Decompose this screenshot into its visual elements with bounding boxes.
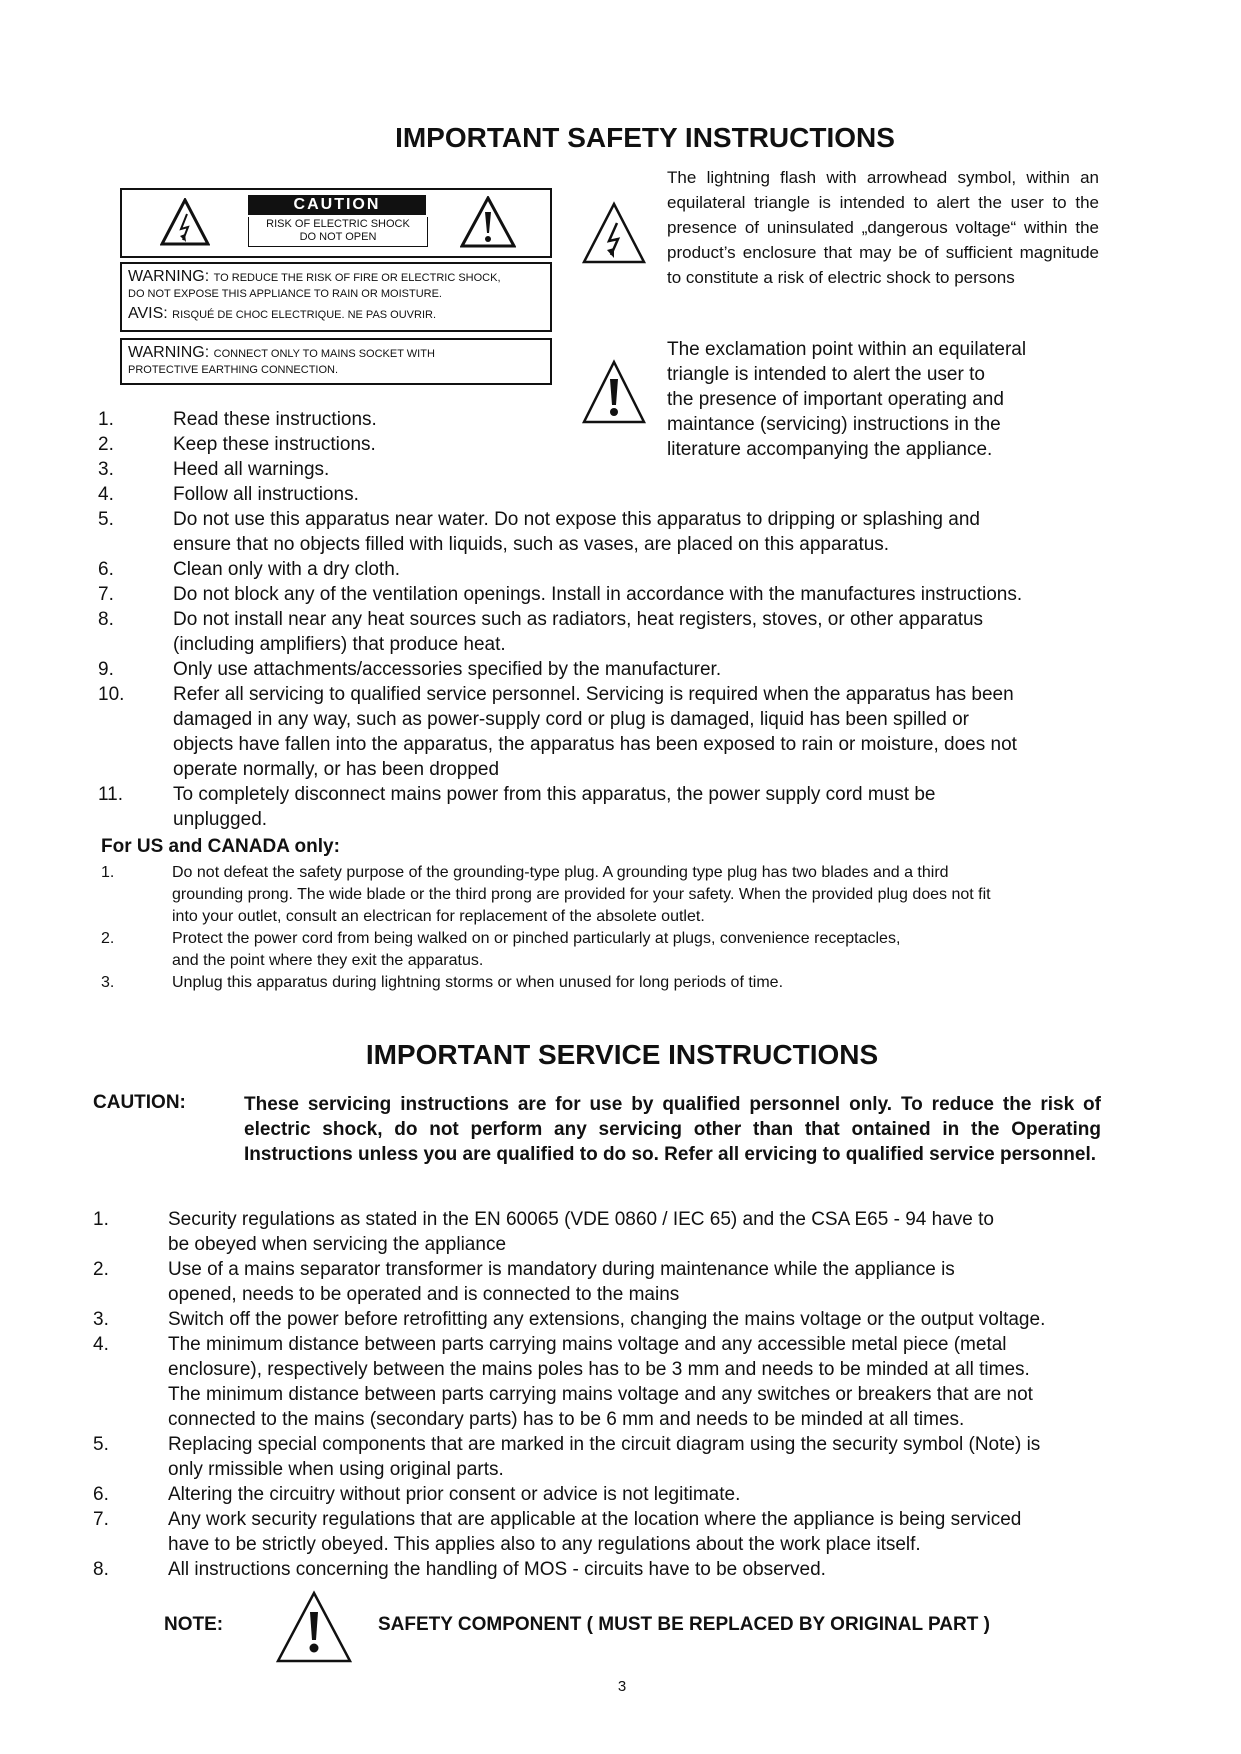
lightning-triangle-icon (160, 198, 210, 246)
list-number: 2. (98, 434, 114, 455)
list-text: Keep these instructions. (173, 434, 376, 455)
list-number: 3. (93, 1309, 109, 1330)
list-number: 7. (93, 1509, 109, 1530)
warning-text: TO REDUCE THE RISK OF FIRE OR ELECTRIC SHOCK, (213, 272, 501, 284)
lightning-symbol-description: The lightning flash with arrowhead symbol, within an equilateral triangle is intended to alert the user to the presence of uninsulated „dangerous voltage“ within the product’s enclosure that may be of sufficient magnitude to constitute a risk of electric shock to persons (667, 168, 1099, 287)
warning-text: CONNECT ONLY TO MAINS SOCKET WITH (213, 348, 435, 360)
caution-line-1: RISK OF ELECTRIC SHOCK (266, 218, 410, 230)
caution-label (120, 188, 552, 258)
safety-title: IMPORTANT SAFETY INSTRUCTIONS (395, 122, 895, 153)
caution-heading: CAUTION (248, 195, 426, 215)
exclamation-triangle-icon (275, 1590, 353, 1664)
list-text: Do not install near any heat sources such as radiators, heat registers, stoves, or other apparatus (including amplifiers) that produce heat. (173, 609, 984, 655)
list-number: 4. (98, 484, 114, 505)
note-text: SAFETY COMPONENT ( MUST BE REPLACED BY ORIGINAL PART ) (378, 1614, 990, 1635)
list-text: Unplug this apparatus during lightning storms or when unused for long periods of time. (172, 974, 784, 991)
list-number: 7. (98, 584, 114, 605)
list-number: 1. (93, 1209, 109, 1230)
list-text: Switch off the power before retrofitting any extensions, changing the mains voltage or the output voltage. (168, 1309, 1046, 1330)
list-text: Read these instructions. (173, 409, 377, 430)
warning-label-2 (120, 338, 552, 385)
list-text: Do not defeat the safety purpose of the grounding-type plug. A grounding type plug has two blades and a third grounding prong. The wide blade or the third prong are provided for your safety. When the provided plug does not fit into your outlet, consult an electrican for replacement of the absolete outlet. (172, 864, 991, 925)
list-number: 8. (93, 1559, 109, 1580)
list-number: 2. (101, 930, 115, 947)
list-number: 8. (98, 609, 114, 630)
list-number: 3. (98, 459, 114, 480)
list-text: Refer all servicing to qualified service personnel. Servicing is required when the apparatus has been damaged in any way, such as power-supply cord or plug is damaged, liquid has been spilled or objects have fallen into the apparatus, the apparatus has been exposed to rain or moisture, does not operate normally, or has been dropped (173, 684, 1017, 780)
list-text: All instructions concerning the handling of MOS - circuits have to be observed. (168, 1559, 826, 1580)
list-text: Do not use this apparatus near water. Do not expose this apparatus to dripping or splashing and ensure that no objects filled with liquids, such as vases, are placed on this apparatus. (173, 509, 980, 555)
caution-text: These servicing instructions are for use by qualified personnel only. To reduce the risk of electric shock, do not perform any servicing other than that ontained in the Operating Instructions unless you are qualified to do so. Refer all ervicing to qualified service personnel. (244, 1094, 1101, 1165)
lightning-triangle-icon (581, 201, 647, 265)
service-title: IMPORTANT SERVICE INSTRUCTIONS (365, 1039, 879, 1070)
list-text: Security regulations as stated in the EN 60065 (VDE 0860 / IEC 65) and the CSA E65 - 94 have to be obeyed when servicing the appliance (168, 1209, 994, 1255)
exclamation-triangle-icon (581, 359, 647, 425)
list-text: The minimum distance between parts carrying mains voltage and any accessible metal piece (metal enclosure), respectively between the mains poles has to be 3 mm and needs to be minded at all times. The minimum distance between parts carrying mains voltage and any switches or breakers that are not connected to the mains (secondary parts) has to be 6 mm and needs to be minded at all times. (168, 1334, 1033, 1430)
list-number: 6. (93, 1484, 109, 1505)
note-label: NOTE: (164, 1614, 224, 1635)
warning-word: WARNING: (128, 344, 210, 361)
list-text: Clean only with a dry cloth. (173, 559, 401, 580)
list-number: 5. (93, 1434, 109, 1455)
list-number: 2. (93, 1259, 109, 1280)
list-number: 6. (98, 559, 114, 580)
list-text: Follow all instructions. (173, 484, 359, 505)
list-number: 3. (101, 974, 115, 991)
exclamation-symbol-description: The exclamation point within an equilateral triangle is intended to alert the user to the presence of important operating and maintance (servicing) instructions in the literature accompanying the appliance. (667, 339, 1027, 460)
avis-word: AVIS: (128, 305, 168, 322)
list-number: 5. (98, 509, 114, 530)
list-text: Do not block any of the ventilation openings. Install in accordance with the manufactures instructions. (173, 584, 1023, 605)
caution-label: CAUTION: (93, 1092, 186, 1113)
us-canada-heading: For US and CANADA only: (101, 836, 340, 857)
list-text: Use of a mains separator transformer is mandatory during maintenance while the appliance is opened, needs to be operated and is connected to the mains (168, 1259, 955, 1305)
list-text: Any work security regulations that are applicable at the location where the appliance is being serviced have to be strictly obeyed. This applies also to any regulations about the work place itself. (168, 1509, 1022, 1555)
caution-line-2: DO NOT OPEN (299, 231, 377, 243)
list-number: 1. (98, 409, 114, 430)
list-text: To completely disconnect mains power from this apparatus, the power supply cord must be unplugged. (173, 784, 936, 830)
list-number: 9. (98, 659, 114, 680)
list-text: Heed all warnings. (173, 459, 330, 480)
warning-text-line-2: PROTECTIVE EARTHING CONNECTION. (128, 364, 339, 376)
avis-text: RISQUÉ DE CHOC ELECTRIQUE. NE PAS OUVRIR. (172, 309, 437, 321)
list-text: Only use attachments/accessories specified by the manufacturer. (173, 659, 722, 680)
list-number: 10. (98, 684, 125, 705)
list-text: Replacing special components that are marked in the circuit diagram using the security symbol (Note) is only rmissible when using original parts. (168, 1434, 1041, 1480)
caution-subtext (248, 217, 428, 247)
warning-text-line-2: DO NOT EXPOSE THIS APPLIANCE TO RAIN OR MOISTURE. (128, 288, 442, 300)
page-number: 3 (617, 1678, 627, 1695)
exclamation-triangle-icon (460, 196, 516, 248)
list-number: 11. (98, 784, 124, 805)
list-number: 4. (93, 1334, 109, 1355)
list-text: Protect the power cord from being walked on or pinched particularly at plugs, convenience receptacles, and the point where they exit the apparatus. (172, 930, 901, 969)
list-text: Altering the circuitry without prior consent or advice is not legitimate. (168, 1484, 741, 1505)
warning-label-1 (120, 262, 552, 332)
list-number: 1. (101, 864, 115, 881)
warning-word: WARNING: (128, 268, 210, 285)
